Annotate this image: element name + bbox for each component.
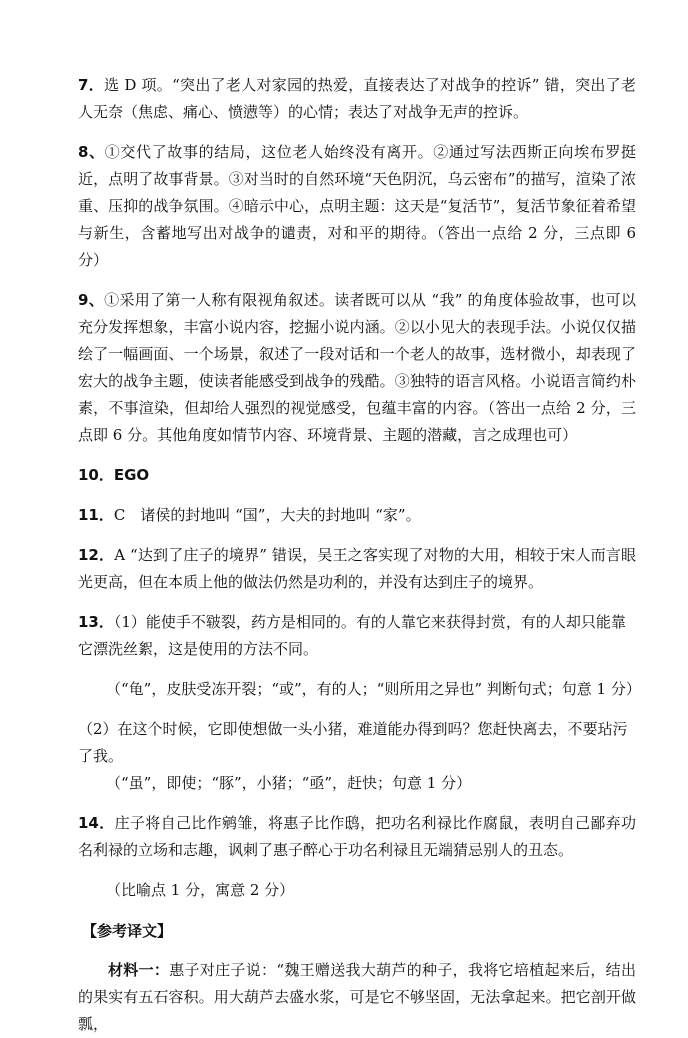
answer-text: 选 D 项。“突出了老人对家园的热爱，直接表达了对战争的控诉” 错，突出了老人无奈（焦虑、痛心、愤懑等）的心情；表达了对战争无声的控诉。: [78, 76, 637, 121]
answer-number: 11．: [78, 506, 114, 524]
answer-13-part2: （2）在这个时候，它即使想做一头小猪，难道能办得到吗？您赶快离去，不要玷污了我。: [78, 720, 628, 765]
answer-10: [78, 462, 636, 489]
answer-13-part1-text: （1）能使手不皲裂，药方是相同的。有的人靠它来获得封赏，有的人却只能靠它漂洗丝絮，这是使用的方法不同。: [78, 613, 626, 658]
answer-number: 9、: [78, 291, 105, 309]
answer-13-part1: [78, 609, 636, 663]
answer-11: [78, 502, 636, 529]
reference-translation: [78, 957, 636, 1038]
answer-14: [78, 810, 636, 864]
answer-14-note: （比喻点 1 分，寓意 2 分）: [106, 881, 295, 899]
answer-number: 10．: [78, 466, 114, 484]
translation-text: 惠子对庄子说：“魏王赠送我大葫芦的种子，我将它培植起来后，结出的果实有五石容积。用大葫芦去盛水浆，可是它不够坚固，无法拿起来。把它剖开做瓢，: [78, 961, 636, 1033]
answer-8: [78, 139, 636, 274]
answer-text: ①交代了故事的结局，这位老人始终没有离开。②通过写法西斯正向埃布罗挺近，点明了故事背景。③对当时的自然环境“天色阴沉，乌云密布”的描写，渲染了浓重、压抑的战争氛围。④暗示中心，点明主题：这天是“复活节”，复活节象征着希望与新生，含蓄地写出对战争的谴责，对和平的期待。（答出一点给 2 分，三点即 6 分）: [78, 143, 636, 269]
answer-12: [78, 542, 636, 596]
answer-number: 13．: [78, 613, 114, 631]
answer-13: [78, 609, 641, 797]
answer-number: 8、: [78, 143, 105, 161]
answer-9: [78, 287, 636, 449]
material-label: 材料一：: [108, 961, 170, 979]
answer-number: 14．: [78, 814, 115, 832]
reference-heading: 【参考译文】: [82, 922, 173, 940]
answer-text: EGO: [113, 466, 150, 484]
answer-number: 7．: [78, 76, 105, 94]
answer-text: C 诸侯的封地叫 “国”，大夫的封地叫 “家”。: [113, 506, 421, 524]
answer-text: 庄子将自己比作鹓雏，将惠子比作鸱，把功名利禄比作腐鼠，表明自己鄙弃功名利禄的立场和志趣，讽刺了惠子醉心于功名利禄且无端猜忌别人的丑态。: [78, 814, 636, 859]
answer-number: 12．: [78, 546, 115, 564]
answer-text: A “达到了庄子的境界” 错误，吴王之客实现了对物的大用，相较于宋人而言眼光更高，但在本质上他的做法仍然是功利的，并没有达到庄子的境界。: [78, 546, 636, 591]
answer-7: [78, 72, 636, 126]
answer-13-note1: （“龟”，皮肤受冻开裂；“或”，有的人；“则所用之异也” 判断句式；句意 1 分）: [106, 680, 641, 698]
answer-13-note2: （“虽”，即使；“豚”，小猪；“亟”，赶快；句意 1 分）: [106, 774, 472, 792]
answer-text: ①采用了第一人称有限视角叙述。读者既可以从 “我” 的角度体验故事，也可以充分发挥想象，丰富小说内容，挖掘小说内涵。②以小见大的表现手法。小说仅仅描绘了一幅画面、一个场景，叙述了一段对话和一个老人的故事，选材微小，却表现了宏大的战争主题，使读者能感受到战争的残酷。③独特的语言风格。小说语言简约朴素，不事渲染，但却给人强烈的视觉感受，包蕴丰富的内容。（答出一点给 2 分，三点即 6 分。其他角度如情节内容、环境背景、主题的潜藏，言之成理也可）: [78, 291, 636, 444]
